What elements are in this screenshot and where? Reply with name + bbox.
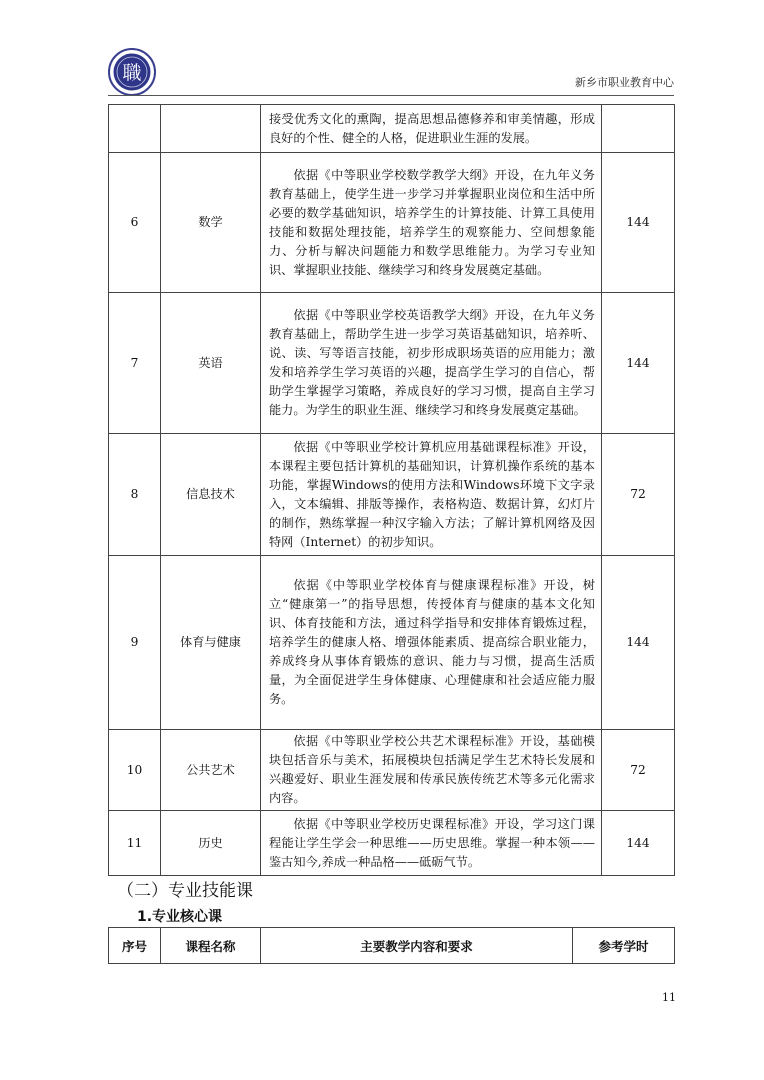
course-number: 10 <box>109 730 161 811</box>
course-hours: 144 <box>602 811 675 876</box>
course-hours: 144 <box>602 153 675 293</box>
course-hours: 72 <box>602 434 675 556</box>
course-name: 信息技术 <box>161 434 261 556</box>
table-row <box>109 811 675 876</box>
table-row <box>109 730 675 811</box>
organization-name: 新乡市职业教育中心 <box>575 76 674 89</box>
header-course-name: 课程名称 <box>161 928 261 964</box>
subsection-title: 1.专业核心课 <box>137 909 223 925</box>
table-row <box>109 153 675 293</box>
course-hours <box>602 105 675 153</box>
table-row <box>109 293 675 434</box>
header-content: 主要教学内容和要求 <box>261 928 573 964</box>
school-emblem-icon <box>108 48 156 96</box>
course-name: 体育与健康 <box>161 556 261 730</box>
course-hours: 144 <box>602 556 675 730</box>
course-description: 依据《中等职业学校英语教学大纲》开设，在九年义务教育基础上，帮助学生进一步学习英语基础知识，培养听、说、读、写等语言技能，初步形成职场英语的应用能力；激发和培养学生学习英语的兴趣，提高学生学习的自信心，帮助学生掌握学习策略，养成良好的学习习惯，提高自主学习能力。为学生的职业生涯、继续学习和终身发展奠定基础。 <box>261 293 602 434</box>
course-hours: 144 <box>602 293 675 434</box>
course-description: 依据《中等职业学校数学教学大纲》开设，在九年义务教育基础上，使学生进一步学习并掌握职业岗位和生活中所必要的数学基础知识，培养学生的计算技能、计算工具使用技能和数据处理技能，培养学生的观察能力、空间想象能力、分析与解决问题能力和数学思维能力。为学习专业知识、掌握职业技能、继续学习和终身发展奠定基础。 <box>261 153 602 293</box>
course-name: 英语 <box>161 293 261 434</box>
public-course-table <box>108 104 675 876</box>
course-description: 依据《中等职业学校历史课程标准》开设，学习这门课程能让学生学会一种思维——历史思维。掌握一种本领——鉴古知今,养成一种品格——砥砺气节。 <box>261 811 602 876</box>
course-description: 依据《中等职业学校公共艺术课程标准》开设，基础模块包括音乐与美术，拓展模块包括满足学生艺术特长发展和兴趣爱好、职业生涯发展和传承民族传统艺术等多元化需求内容。 <box>261 730 602 811</box>
course-number: 7 <box>109 293 161 434</box>
course-description: 依据《中等职业学校体育与健康课程标准》开设，树立“健康第一”的指导思想，传授体育与健康的基本文化知识、体育技能和方法，通过科学指导和安排体育锻炼过程，培养学生的健康人格、增强体能素质、提高综合职业能力，养成终身从事体育锻炼的意识、能力与习惯，提高生活质量，为全面促进学生身体健康、心理健康和社会适应能力服务。 <box>261 556 602 730</box>
course-number: 9 <box>109 556 161 730</box>
course-number: 8 <box>109 434 161 556</box>
course-description: 依据《中等职业学校计算机应用基础课程标准》开设，本课程主要包括计算机的基础知识，计算机操作系统的基本功能，掌握Windows的使用方法和Windows环境下文字录入，文本编辑、排版等操作，表格构造、数据计算，幻灯片的制作，熟练掌握一种汉字输入方法；了解计算机网络及因特网（Internet）的初步知识。 <box>261 434 602 556</box>
table-row <box>109 556 675 730</box>
course-name: 历史 <box>161 811 261 876</box>
course-name: 公共艺术 <box>161 730 261 811</box>
header-number: 序号 <box>109 928 161 964</box>
course-name <box>161 105 261 153</box>
course-number: 11 <box>109 811 161 876</box>
page-header <box>108 40 674 102</box>
course-number: 6 <box>109 153 161 293</box>
course-description: 接受优秀文化的熏陶，提高思想品德修养和审美情趣，形成良好的个性、健全的人格，促进职业生涯的发展。 <box>261 105 602 153</box>
table-row <box>109 105 675 153</box>
page-number: 11 <box>662 991 676 1004</box>
header-hours: 参考学时 <box>573 928 675 964</box>
table-header-row <box>109 928 675 964</box>
header-rule <box>108 95 674 96</box>
course-hours: 72 <box>602 730 675 811</box>
table-row <box>109 434 675 556</box>
emblem-character: 職 <box>122 62 142 84</box>
course-name: 数学 <box>161 153 261 293</box>
section-title: （二）专业技能课 <box>117 881 253 901</box>
core-course-table-header <box>108 927 675 964</box>
course-number <box>109 105 161 153</box>
